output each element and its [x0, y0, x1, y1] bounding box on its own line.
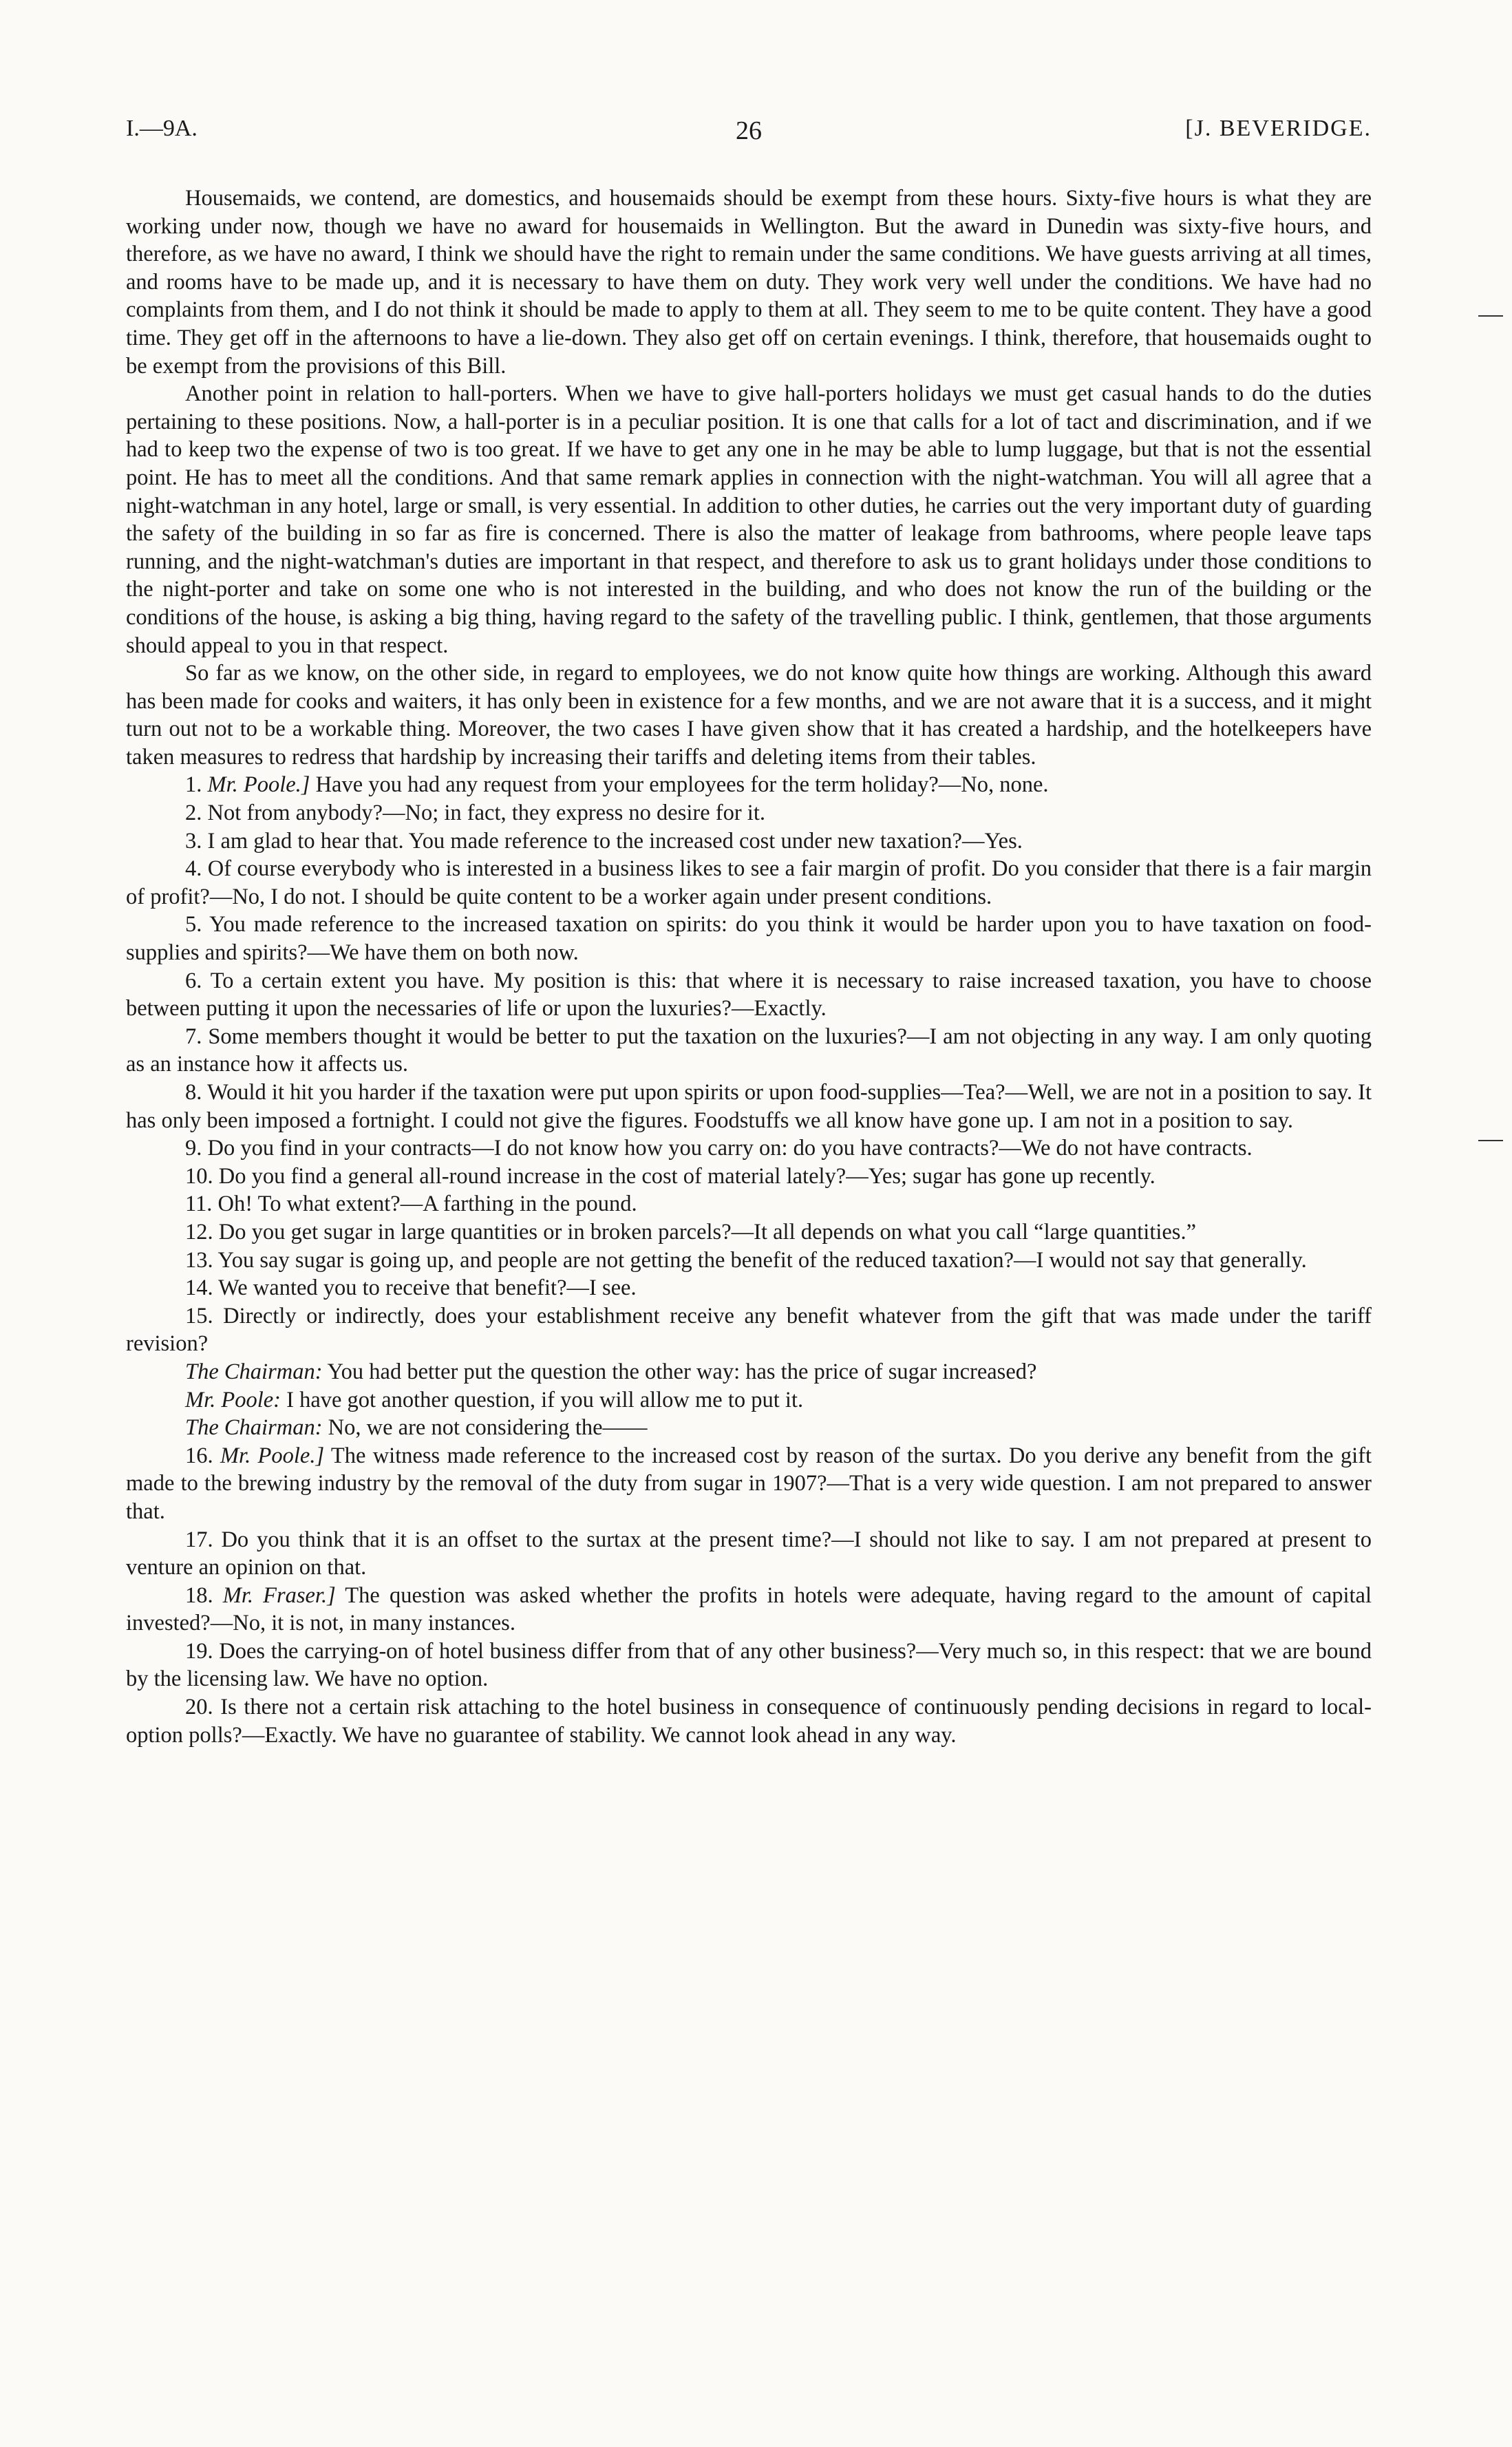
question-text: Would it hit you harder if the taxation were put upon spirits or upon food-supplies—Tea?—Well, we are not in a position to say. It has only been imposed a fortnight. I could not give the figures. Foodstuffs we all know have gone up. I am not in a position to say.	[126, 1080, 1372, 1133]
paragraph: So far as we know, on the other side, in regard to employees, we do not know quite how things are working. Although this award has been made for cooks and waiters, it has only been in existence for a few months, and we are not aware that it is a success, and it might turn out not to be a workable thing. Moreover, the two cases I have given show that it has created a hardship, and the hotelkeepers have taken measures to redress that hardship by increasing their tariffs and deleting items from their tables.	[126, 661, 1372, 770]
question-item	[126, 1442, 1372, 1526]
interjection	[126, 1414, 1372, 1442]
question-item	[126, 1218, 1372, 1247]
question-item	[126, 1023, 1372, 1079]
question-item	[126, 1693, 1372, 1749]
question-item	[126, 1582, 1372, 1638]
question-text: Directly or indirectly, does your establishment receive any benefit whatever from the gift that was made under the tariff revision?	[126, 1303, 1372, 1357]
question-text: Some members thought it would be better to put the taxation on the luxuries?—I am not objecting in any way. I am only quoting as an instance how it affects us.	[126, 1024, 1372, 1077]
question-text: Do you think that it is an offset to the surtax at the present time?—I should not like to say. I am not prepared at present to venture an opinion on that.	[126, 1527, 1372, 1580]
question-number: 7.	[185, 1024, 202, 1049]
question-number: 14.	[185, 1275, 213, 1301]
question-item	[126, 1190, 1372, 1218]
question-number: 8.	[185, 1080, 202, 1105]
question-item	[126, 1274, 1372, 1302]
question-text: Does the carrying-on of hotel business differ from that of any other business?—Very much so, in this respect: that we are bound by the licensing law. We have no option.	[126, 1638, 1372, 1692]
question-item	[126, 1247, 1372, 1275]
question-text: Do you find a general all-round increase in the cost of material lately?—Yes; sugar has gone up recently.	[218, 1163, 1156, 1189]
question-text: Not from anybody?—No; in fact, they express no desire for it.	[207, 801, 765, 826]
speaker-name: Mr. Poole.]	[220, 1443, 325, 1468]
question-text: The question was asked whether the profits in hotels were adequate, having regard to the amount of capital invested?—No, it is not, in many instances.	[126, 1582, 1372, 1636]
question-text: You say sugar is going up, and people are not getting the benefit of the reduced taxation?—I would not say that generally.	[217, 1247, 1307, 1273]
interjection-text: You had better put the question the other way: has the price of sugar increased?	[322, 1359, 1037, 1384]
question-text: Oh! To what extent?—A farthing in the pound.	[217, 1191, 637, 1217]
question-text: Is there not a certain risk attaching to the hotel business in consequence of continuously pending decisions in regard to local-option polls?—Exactly. We have no guarantee of stability. We cannot look ahead in any way.	[126, 1695, 1372, 1748]
question-item	[126, 771, 1372, 799]
question-text: Of course everybody who is interested in a business likes to see a fair margin of profit. Do you consider that there is a fair margin of profit?—No, I do not. I should be quite content to be a worker again under present conditions.	[126, 856, 1372, 909]
speaker-name: The Chairman:	[185, 1359, 323, 1384]
question-number: 6.	[185, 968, 202, 993]
question-number: 3.	[185, 828, 202, 854]
question-item	[126, 1526, 1372, 1582]
witness-name: [J. BEVERIDGE.	[1185, 116, 1372, 141]
question-number: 17.	[185, 1527, 213, 1552]
question-item	[126, 967, 1372, 1023]
speaker-name: Mr. Poole.]	[207, 772, 310, 798]
question-item	[126, 1638, 1372, 1693]
question-item	[126, 1302, 1372, 1358]
question-number: 18.	[185, 1582, 213, 1608]
question-number: 9.	[185, 1136, 202, 1161]
speaker-name: The Chairman:	[185, 1415, 323, 1441]
question-item	[126, 1079, 1372, 1134]
question-number: 20.	[185, 1695, 213, 1720]
question-item	[126, 799, 1372, 827]
page-number: 26	[736, 116, 762, 145]
question-item	[126, 855, 1372, 911]
speaker-name: Mr. Poole:	[185, 1387, 281, 1412]
question-item	[126, 1134, 1372, 1163]
question-number: 13.	[185, 1247, 213, 1273]
paragraph: Housemaids, we contend, are domestics, and housemaids should be exempt from these hours. Sixty-five hours is what they are working under now, though we have no award for housemaids in Wellington. But the award in Dunedin was sixty-five hours, and therefore, as we have no award, I think we should have the right to remain under the same conditions. We have guests arriving at all times, and rooms have to be made up, and it is necessary to have them on duty. They work very well under the conditions. We have had no complaints from them, and I do not think it should be made to apply to them at all. They seem to me to be quite content. They have a good time. They get off in the afternoons to have a lie-down. They also get off on certain evenings. I think, therefore, that housemaids ought to be exempt from the provisions of this Bill.	[126, 186, 1372, 379]
question-number: 5.	[185, 912, 202, 938]
document-reference: I.—9A.	[126, 116, 198, 141]
interjection	[126, 1386, 1372, 1415]
question-item	[126, 1163, 1372, 1191]
question-number: 4.	[185, 856, 202, 882]
question-text: Do you find in your contracts—I do not know how you carry on: do you have contracts?—We do not have contracts.	[207, 1136, 1253, 1161]
question-number: 1.	[185, 772, 202, 798]
margin-mark	[1478, 315, 1503, 317]
question-number: 10.	[185, 1163, 213, 1189]
question-number: 15.	[185, 1303, 213, 1328]
question-number: 12.	[185, 1219, 213, 1244]
question-text: You made reference to the increased taxation on spirits: do you think it would be harder upon you to have taxation on food-supplies and spirits?—We have them on both now.	[126, 912, 1372, 966]
question-text: I am glad to hear that. You made reference to the increased cost under new taxation?—Yes.	[207, 828, 1023, 854]
question-text: Do you get sugar in large quantities or in broken parcels?—It all depends on what you call “large quantities.”	[218, 1219, 1197, 1244]
page-header	[126, 116, 1372, 157]
question-text: Have you had any request from your employees for the term holiday?—No, none.	[310, 772, 1049, 798]
question-item	[126, 827, 1372, 856]
margin-mark	[1478, 1140, 1503, 1141]
question-item	[126, 911, 1372, 966]
interjection-text: I have got another question, if you will allow me to put it.	[281, 1387, 804, 1412]
question-text: We wanted you to receive that benefit?—I see.	[218, 1275, 637, 1301]
question-number: 19.	[185, 1638, 213, 1664]
interjection	[126, 1358, 1372, 1386]
speaker-name: Mr. Fraser.]	[222, 1582, 336, 1608]
interjection-text: No, we are not considering the——	[322, 1415, 648, 1441]
question-number: 2.	[185, 801, 202, 826]
question-number: 16.	[185, 1443, 213, 1468]
question-text: To a certain extent you have. My position is this: that where it is necessary to raise increased taxation, you have to choose between putting it upon the necessaries of life or upon the luxuries?—Exactly.	[126, 968, 1372, 1021]
paragraph: Another point in relation to hall-porters. When we have to give hall-porters holidays we must get casual hands to do the duties pertaining to these positions. Now, a hall-porter is in a peculiar position. It is one that calls for a lot of tact and discrimination, and if we had to keep two the expense of two is too great. If we have to get any one in he may be able to lump luggage, but that is not the essential point. He has to meet all the conditions. And that same remark applies in connection with the night-watchman. You will all agree that a night-watchman in any hotel, large or small, is very essential. In addition to other duties, he carries out the very important duty of guarding the safety of the building in so far as fire is concerned. There is also the matter of leakage from bathrooms, where people leave taps running, and the night-watchman's duties are important in that respect, and therefore to ask us to grant holidays under those conditions to the night-porter and take on some one who is not interested in the building, and who does not know the run of the building or the conditions of the house, is asking a big thing, having regard to the safety of the travelling public. I think, gentlemen, that those arguments should appeal to you in that respect.	[126, 381, 1372, 658]
question-number: 11.	[185, 1191, 213, 1217]
document-body	[126, 184, 1372, 1749]
question-text: The witness made reference to the increased cost by reason of the surtax. Do you derive any benefit from the gift made to the brewing industry by the removal of the duty from sugar in 1907?—That is a very wide question. I am not prepared to answer that.	[126, 1443, 1372, 1524]
